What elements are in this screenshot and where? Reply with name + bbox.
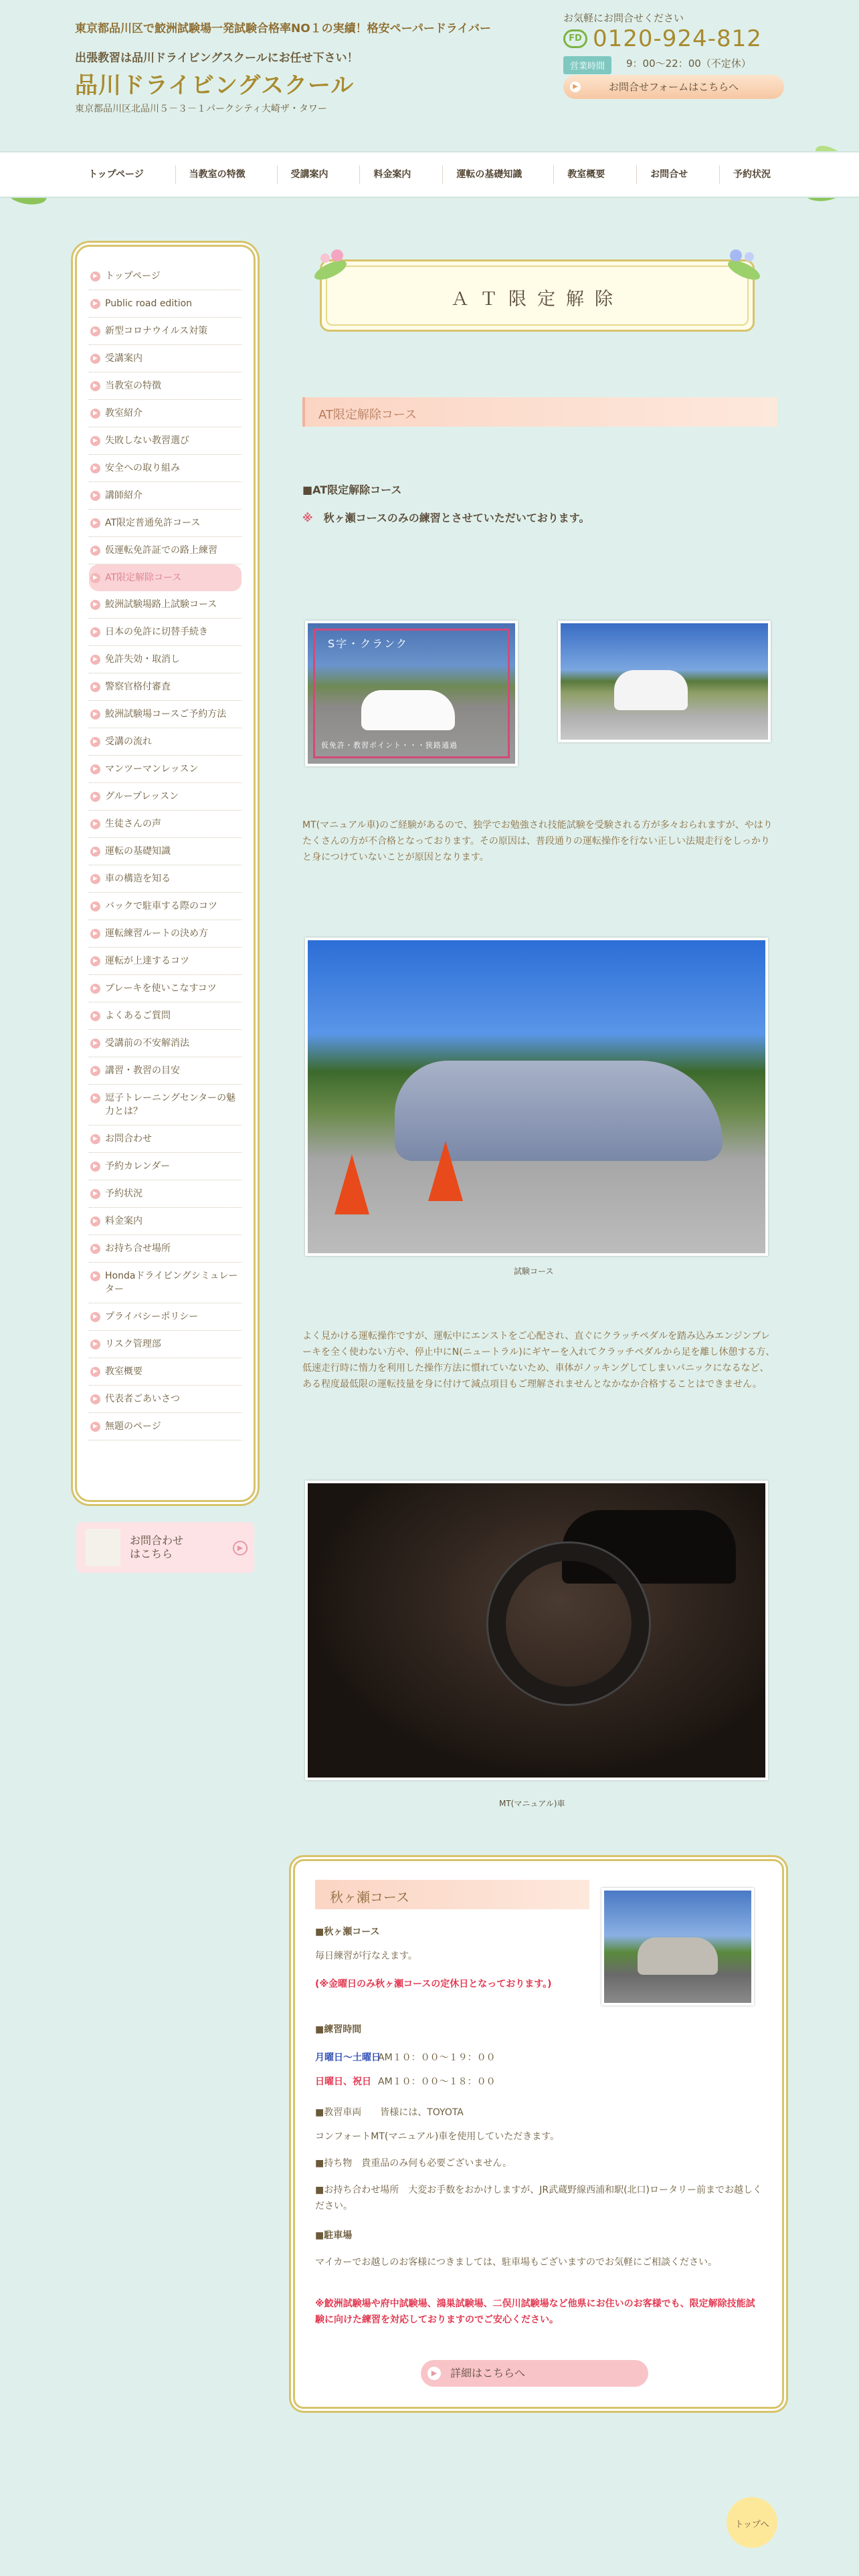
intro-paragraph: MT(マニュアル車)のご経験があるので、独学でお勉強され技能試験を受験される方が多々おられますが、やはりたくさんの方が不合格となっております。その原因は、普段通りの運転操作を行ない正しい法規走行をしっかりと身につけていないことが原因となります。 xyxy=(302,820,773,863)
test-course-photo xyxy=(305,938,768,1256)
sidebar-item-label: バックで駐車する際のコツ xyxy=(105,901,217,911)
sidebar-item-label: 生徒さんの声 xyxy=(105,819,161,829)
weekday-saturday: 土曜日 xyxy=(353,2052,381,2063)
car-image xyxy=(614,670,688,710)
sidebar-item[interactable] xyxy=(89,783,242,811)
weekday-label: 月曜日～ xyxy=(315,2052,353,2063)
bullet-icon: ▶ xyxy=(90,737,100,747)
contact-form-button-label: お問合せフォームはこちらへ xyxy=(608,81,739,93)
sidebar-item[interactable] xyxy=(89,865,242,893)
section-heading-label: AT限定解除コース xyxy=(318,408,417,422)
header-tagline-2: 出張教習は品川ドライビングスクールにお任せ下さい！ xyxy=(75,51,359,65)
bullet-icon: ▶ xyxy=(90,463,100,473)
weekday-time: AM１０：００～１９：００ xyxy=(378,2052,496,2063)
crank-course-photo xyxy=(305,621,518,766)
bullet-icon: ▶ xyxy=(90,929,100,939)
bullet-icon: ▶ xyxy=(90,764,100,774)
arrow-right-icon: ▶ xyxy=(233,1541,248,1555)
bullet-icon: ▶ xyxy=(90,655,100,665)
sidebar-item-label: トップページ xyxy=(105,271,161,282)
sidebar-item-label: 運転が上達するコツ xyxy=(105,956,189,966)
sidebar-item[interactable] xyxy=(89,701,242,728)
sidebar-item[interactable] xyxy=(89,1153,242,1180)
bullet-icon: ▶ xyxy=(90,518,100,528)
sidebar-item[interactable] xyxy=(89,1057,242,1085)
bullet-icon: ▶ xyxy=(90,1189,100,1199)
sidebar-item[interactable] xyxy=(89,510,242,537)
phone-number[interactable]: 0120-924-812 xyxy=(593,25,762,52)
contact-label: お気軽にお問合せください xyxy=(563,12,684,24)
sidebar-item[interactable] xyxy=(89,1030,242,1057)
nav-items xyxy=(75,152,784,197)
nav-item-overview[interactable]: 教室概要 xyxy=(553,165,618,184)
bullet-icon: ▶ xyxy=(90,984,100,994)
course-car-photo xyxy=(601,1888,754,2006)
sidebar-contact-banner[interactable] xyxy=(76,1522,254,1573)
photo-label: S字・クランク xyxy=(328,637,408,650)
bullet-icon: ▶ xyxy=(90,819,100,829)
bullet-icon: ▶ xyxy=(90,874,100,884)
bullet-icon: ▶ xyxy=(90,491,100,501)
sidebar-item[interactable] xyxy=(89,1208,242,1235)
back-to-top-label: トップへ xyxy=(735,2520,769,2530)
sidebar-item[interactable] xyxy=(89,619,242,646)
note-mark: ※ xyxy=(302,512,313,524)
course-line: ■駐車場 xyxy=(315,2230,353,2241)
sidebar-item-label: 日本の免許に切替手続き xyxy=(105,627,208,637)
sidebar-item[interactable] xyxy=(89,838,242,865)
sidebar-item[interactable] xyxy=(89,1413,242,1440)
bullet-icon: ▶ xyxy=(90,1216,100,1226)
sidebar-item[interactable] xyxy=(89,1386,242,1413)
bullet-icon: ▶ xyxy=(90,600,100,610)
sidebar-item-label: 教室概要 xyxy=(105,1366,142,1377)
sidebar-item[interactable] xyxy=(89,345,242,372)
sidebar-item-label: 警察官格付審査 xyxy=(105,681,171,692)
traffic-cone-icon xyxy=(335,1154,369,1214)
arrow-right-icon: ▶ xyxy=(570,82,581,92)
sidebar-item-label: 講習・教習の目安 xyxy=(105,1065,180,1076)
back-to-top-button[interactable] xyxy=(721,2492,783,2553)
bullet-icon: ▶ xyxy=(90,956,100,966)
sidebar-item-label: 仮運転免許証での路上練習 xyxy=(105,545,217,556)
bullet-icon: ▶ xyxy=(90,792,100,802)
sidebar-item-label: 逗子トレーニングセンターの魅力とは？ xyxy=(105,1093,236,1117)
bullet-icon: ▶ xyxy=(90,627,100,637)
sidebar-item-label: プライバシーポリシー xyxy=(105,1311,199,1322)
note-text: 秋ヶ瀬コースのみの練習とさせていただいております。 xyxy=(323,512,590,524)
course-note xyxy=(302,510,589,525)
hours-badge: 営業時間 xyxy=(563,56,611,74)
staff-avatar xyxy=(86,1529,120,1566)
photo-caption: 仮免許・教習ポイント・・・狭路通過 xyxy=(321,741,458,750)
course-heading-label: 秋ヶ瀬コース xyxy=(330,1889,409,1905)
section-heading xyxy=(302,397,777,427)
sidebar-item[interactable] xyxy=(89,290,242,318)
sidebar-item-label: Public road edition xyxy=(105,298,193,309)
sidebar-item-label: 新型コロナウイルス対策 xyxy=(105,326,208,336)
sidebar-item-label: グループレッスン xyxy=(105,791,179,802)
sidebar-item-label: リスク管理部 xyxy=(105,1339,161,1350)
course-subheading: ■AT限定解除コース xyxy=(302,484,402,496)
sidebar-item-label: 失敗しない教習選び xyxy=(105,435,189,446)
sidebar-item[interactable] xyxy=(89,400,242,427)
holiday-time: AM１０：００～１８：００ xyxy=(378,2076,496,2087)
sidebar-item[interactable] xyxy=(89,1331,242,1358)
sidebar-item[interactable] xyxy=(89,1125,242,1153)
nav-item-pricing[interactable]: 料金案内 xyxy=(359,165,424,184)
bullet-icon: ▶ xyxy=(90,1039,100,1049)
sidebar-item[interactable] xyxy=(89,893,242,920)
course-line: ■秋ヶ瀬コース xyxy=(315,1927,380,1937)
bullet-icon: ▶ xyxy=(90,354,100,364)
bullet-icon: ▶ xyxy=(90,436,100,446)
course-line: コンフォートMT(マニュアル)車を使用していただきます。 xyxy=(315,2131,560,2142)
car-image xyxy=(638,1937,718,1975)
sidebar-item-label: 料金案内 xyxy=(105,1216,142,1226)
bullet-icon: ▶ xyxy=(90,682,100,692)
sidebar-item-label: よくあるご質問 xyxy=(105,1010,171,1021)
flower-decoration-icon xyxy=(310,242,357,289)
sidebar-item-label: 運転の基礎知識 xyxy=(105,846,171,857)
bullet-icon: ▶ xyxy=(90,1422,100,1432)
bullet-icon: ▶ xyxy=(90,326,100,336)
sidebar-item[interactable] xyxy=(89,1180,242,1208)
sidebar-item-label: 鮫洲試験場コースご予約方法 xyxy=(105,709,227,720)
sidebar-item[interactable] xyxy=(89,537,242,564)
business-hours: 9：00～22：00（不定休） xyxy=(626,58,751,70)
sidebar-item[interactable] xyxy=(89,1358,242,1386)
sidebar-item[interactable] xyxy=(89,427,242,455)
course-closed-note: (※金曜日のみ秋ヶ瀬コースの定休日となっております。) xyxy=(315,1979,552,1990)
sidebar-item-label: 予約カレンダー xyxy=(105,1161,171,1172)
main-nav xyxy=(0,151,859,198)
flower-decoration-icon xyxy=(717,242,764,289)
sidebar-item-label: Hondaドライビングシミュレーター xyxy=(105,1271,238,1295)
sidebar-item-label: 免許失効・取消し xyxy=(105,654,180,665)
sidebar-item[interactable] xyxy=(89,1235,242,1263)
sidebar-item-label: 鮫洲試験場路上試験コース xyxy=(105,599,217,610)
course-line: マイカーでお越しのお客様につきましては、駐車場もございますのでお気軽にご相談ください。 xyxy=(315,2257,718,2268)
sidebar-item[interactable] xyxy=(89,372,242,400)
bullet-icon: ▶ xyxy=(90,1066,100,1076)
sidebar-item[interactable] xyxy=(89,591,242,619)
sidebar-item[interactable] xyxy=(89,728,242,756)
bullet-icon: ▶ xyxy=(90,1011,100,1021)
detail-paragraph: よく見かける運転操作ですが、運転中にエンストをご心配され、直ぐにクラッチペダルを踏み込みエンジンブレーキを全く使わない方や、停止中にN(ニュートラル)にギヤーを入れてクラッチペダルから足を離し休憩する方、低速走行時に惰力を利用した操作方法に慣れていないため、車体がノッキングしてしまいパニックになるなど、ある程度最低限の運転技量を身に付けて減点項目もご理解されませんとなかなか合格することはできません。 xyxy=(302,1331,775,1390)
sidebar-item-label: AT限定解除コース xyxy=(105,572,182,583)
sidebar-item[interactable] xyxy=(89,756,242,783)
sidebar-item-label: 当教室の特徴 xyxy=(105,381,161,391)
bullet-icon: ▶ xyxy=(90,381,100,391)
sidebar-item-label: 講師紹介 xyxy=(105,490,142,501)
course-info-box xyxy=(293,1859,784,2409)
bullet-icon: ▶ xyxy=(90,573,100,583)
course-line: ■練習時間 xyxy=(315,2024,362,2035)
sidebar-item-label: 予約状況 xyxy=(105,1188,142,1199)
sidebar-item[interactable] xyxy=(89,564,242,591)
sidebar-item-label: AT限定普通免許コース xyxy=(105,518,201,528)
header-address: 東京都品川区北品川５－３－１パークシティ大崎ザ・タワー xyxy=(75,104,327,114)
nav-item-reservation[interactable]: 予約状況 xyxy=(719,165,784,184)
sidebar-item[interactable] xyxy=(89,1002,242,1030)
holiday-label: 日曜日、祝日 xyxy=(315,2076,371,2087)
photo-caption: MT(マニュアル)車 xyxy=(499,1799,565,1808)
nav-item-basics[interactable]: 運転の基礎知識 xyxy=(442,165,535,184)
sidebar-item-label: 運転練習ルートの決め方 xyxy=(105,928,208,939)
traffic-cone-icon xyxy=(428,1141,463,1201)
sidebar-item-label: 安全への取り組み xyxy=(105,463,180,473)
course-line: ■持ち物 貴重品のみ何も必要ございません。 xyxy=(315,2158,512,2169)
sidebar-item[interactable] xyxy=(89,482,242,510)
nav-item-contact[interactable]: お問合せ xyxy=(636,165,701,184)
bullet-icon: ▶ xyxy=(90,1312,100,1322)
sidebar-item[interactable] xyxy=(89,318,242,345)
bullet-icon: ▶ xyxy=(90,1244,100,1254)
sidebar-item[interactable] xyxy=(89,920,242,948)
bullet-icon: ▶ xyxy=(90,847,100,857)
page-title: ＡＴ限定解除 xyxy=(451,289,624,310)
bullet-icon: ▶ xyxy=(90,299,100,309)
nav-item-features[interactable]: 当教室の特徴 xyxy=(175,165,259,184)
mt-interior-photo xyxy=(305,1481,768,1780)
sidebar-item-label: 教室紹介 xyxy=(105,408,142,419)
contact-form-button[interactable] xyxy=(563,75,784,99)
course-line: ■教習車両 皆様には、TOYOTA xyxy=(315,2107,464,2118)
photo-caption: 試験コース xyxy=(514,1267,554,1276)
course-line: 毎日練習が行なえます。 xyxy=(315,1951,417,1961)
bullet-icon: ▶ xyxy=(90,1367,100,1377)
sidebar-item-label: 受講の流れ xyxy=(105,736,152,747)
sidebar-item[interactable] xyxy=(89,1303,242,1331)
sidebar xyxy=(75,245,256,1502)
bullet-icon: ▶ xyxy=(90,1271,100,1281)
sidebar-item-label: 代表者ごあいさつ xyxy=(105,1394,180,1404)
sidebar-item[interactable] xyxy=(89,673,242,701)
bullet-icon: ▶ xyxy=(90,1339,100,1350)
nav-item-guide[interactable]: 受講案内 xyxy=(277,165,342,184)
bullet-icon: ▶ xyxy=(90,1093,100,1103)
header-tagline: 東京都品川区で鮫洲試験場一発試験合格率NO１の実績！格安ペーパードライバー xyxy=(75,22,491,35)
sidebar-item-label: お問合わせ xyxy=(105,1134,152,1144)
sidebar-item[interactable] xyxy=(89,263,242,290)
bullet-icon: ▶ xyxy=(90,409,100,419)
site-header xyxy=(0,0,859,140)
course-line: ■お持ち合わせ場所 大変お手数をおかけしますが、JR武蔵野線西浦和駅(北口)ロータリー前までお越しください。 xyxy=(315,2185,763,2212)
sidebar-menu xyxy=(89,263,242,1440)
freedial-icon: FD xyxy=(563,29,587,48)
sidebar-item-label: ブレーキを使いこなすコツ xyxy=(105,983,217,994)
sidebar-item[interactable] xyxy=(89,1263,242,1303)
site-title[interactable]: 品川ドライビングスクール xyxy=(75,72,355,99)
arrow-right-icon: ▶ xyxy=(427,2367,441,2380)
sidebar-item[interactable] xyxy=(89,646,242,673)
bullet-icon: ▶ xyxy=(90,1394,100,1404)
bullet-icon: ▶ xyxy=(90,546,100,556)
nav-item-top[interactable]: トップページ xyxy=(88,169,144,180)
sidebar-item[interactable] xyxy=(89,975,242,1002)
course-details-label: 詳細はこちらへ xyxy=(450,2367,526,2379)
sidebar-item-label: 受講案内 xyxy=(105,353,142,364)
practice-car-photo xyxy=(558,621,771,742)
course-details-button[interactable] xyxy=(421,2360,648,2387)
sidebar-item-label: 無題のページ xyxy=(105,1421,161,1432)
bullet-icon: ▶ xyxy=(90,901,100,911)
car-image xyxy=(361,690,455,730)
sidebar-item[interactable] xyxy=(89,455,242,482)
sidebar-item[interactable] xyxy=(89,811,242,838)
course-line: ※鮫洲試験場や府中試験場、鴻巣試験場、二俣川試験場など他県にお住いのお客様でも、限定解除技能試験に向けた練習を対応しておりますのでご安心ください。 xyxy=(315,2298,755,2325)
course-heading xyxy=(315,1880,589,1909)
page-title-box xyxy=(320,259,755,332)
bullet-icon: ▶ xyxy=(90,710,100,720)
sidebar-item-label: 受講前の不安解消法 xyxy=(105,1038,189,1049)
sidebar-item[interactable] xyxy=(89,1085,242,1125)
steering-wheel-icon xyxy=(488,1543,649,1704)
bullet-icon: ▶ xyxy=(90,272,100,282)
sidebar-item-label: 車の構造を知る xyxy=(105,873,171,884)
bullet-icon: ▶ xyxy=(90,1134,100,1144)
sidebar-item-label: お持ち合せ場所 xyxy=(105,1243,171,1254)
sidebar-item[interactable] xyxy=(89,948,242,975)
bullet-icon: ▶ xyxy=(90,1162,100,1172)
contact-banner-label: お問合わせ はこちら xyxy=(130,1534,184,1560)
sidebar-item-label: マンツーマンレッスン xyxy=(105,764,199,774)
weekday-hours xyxy=(315,2050,381,2066)
